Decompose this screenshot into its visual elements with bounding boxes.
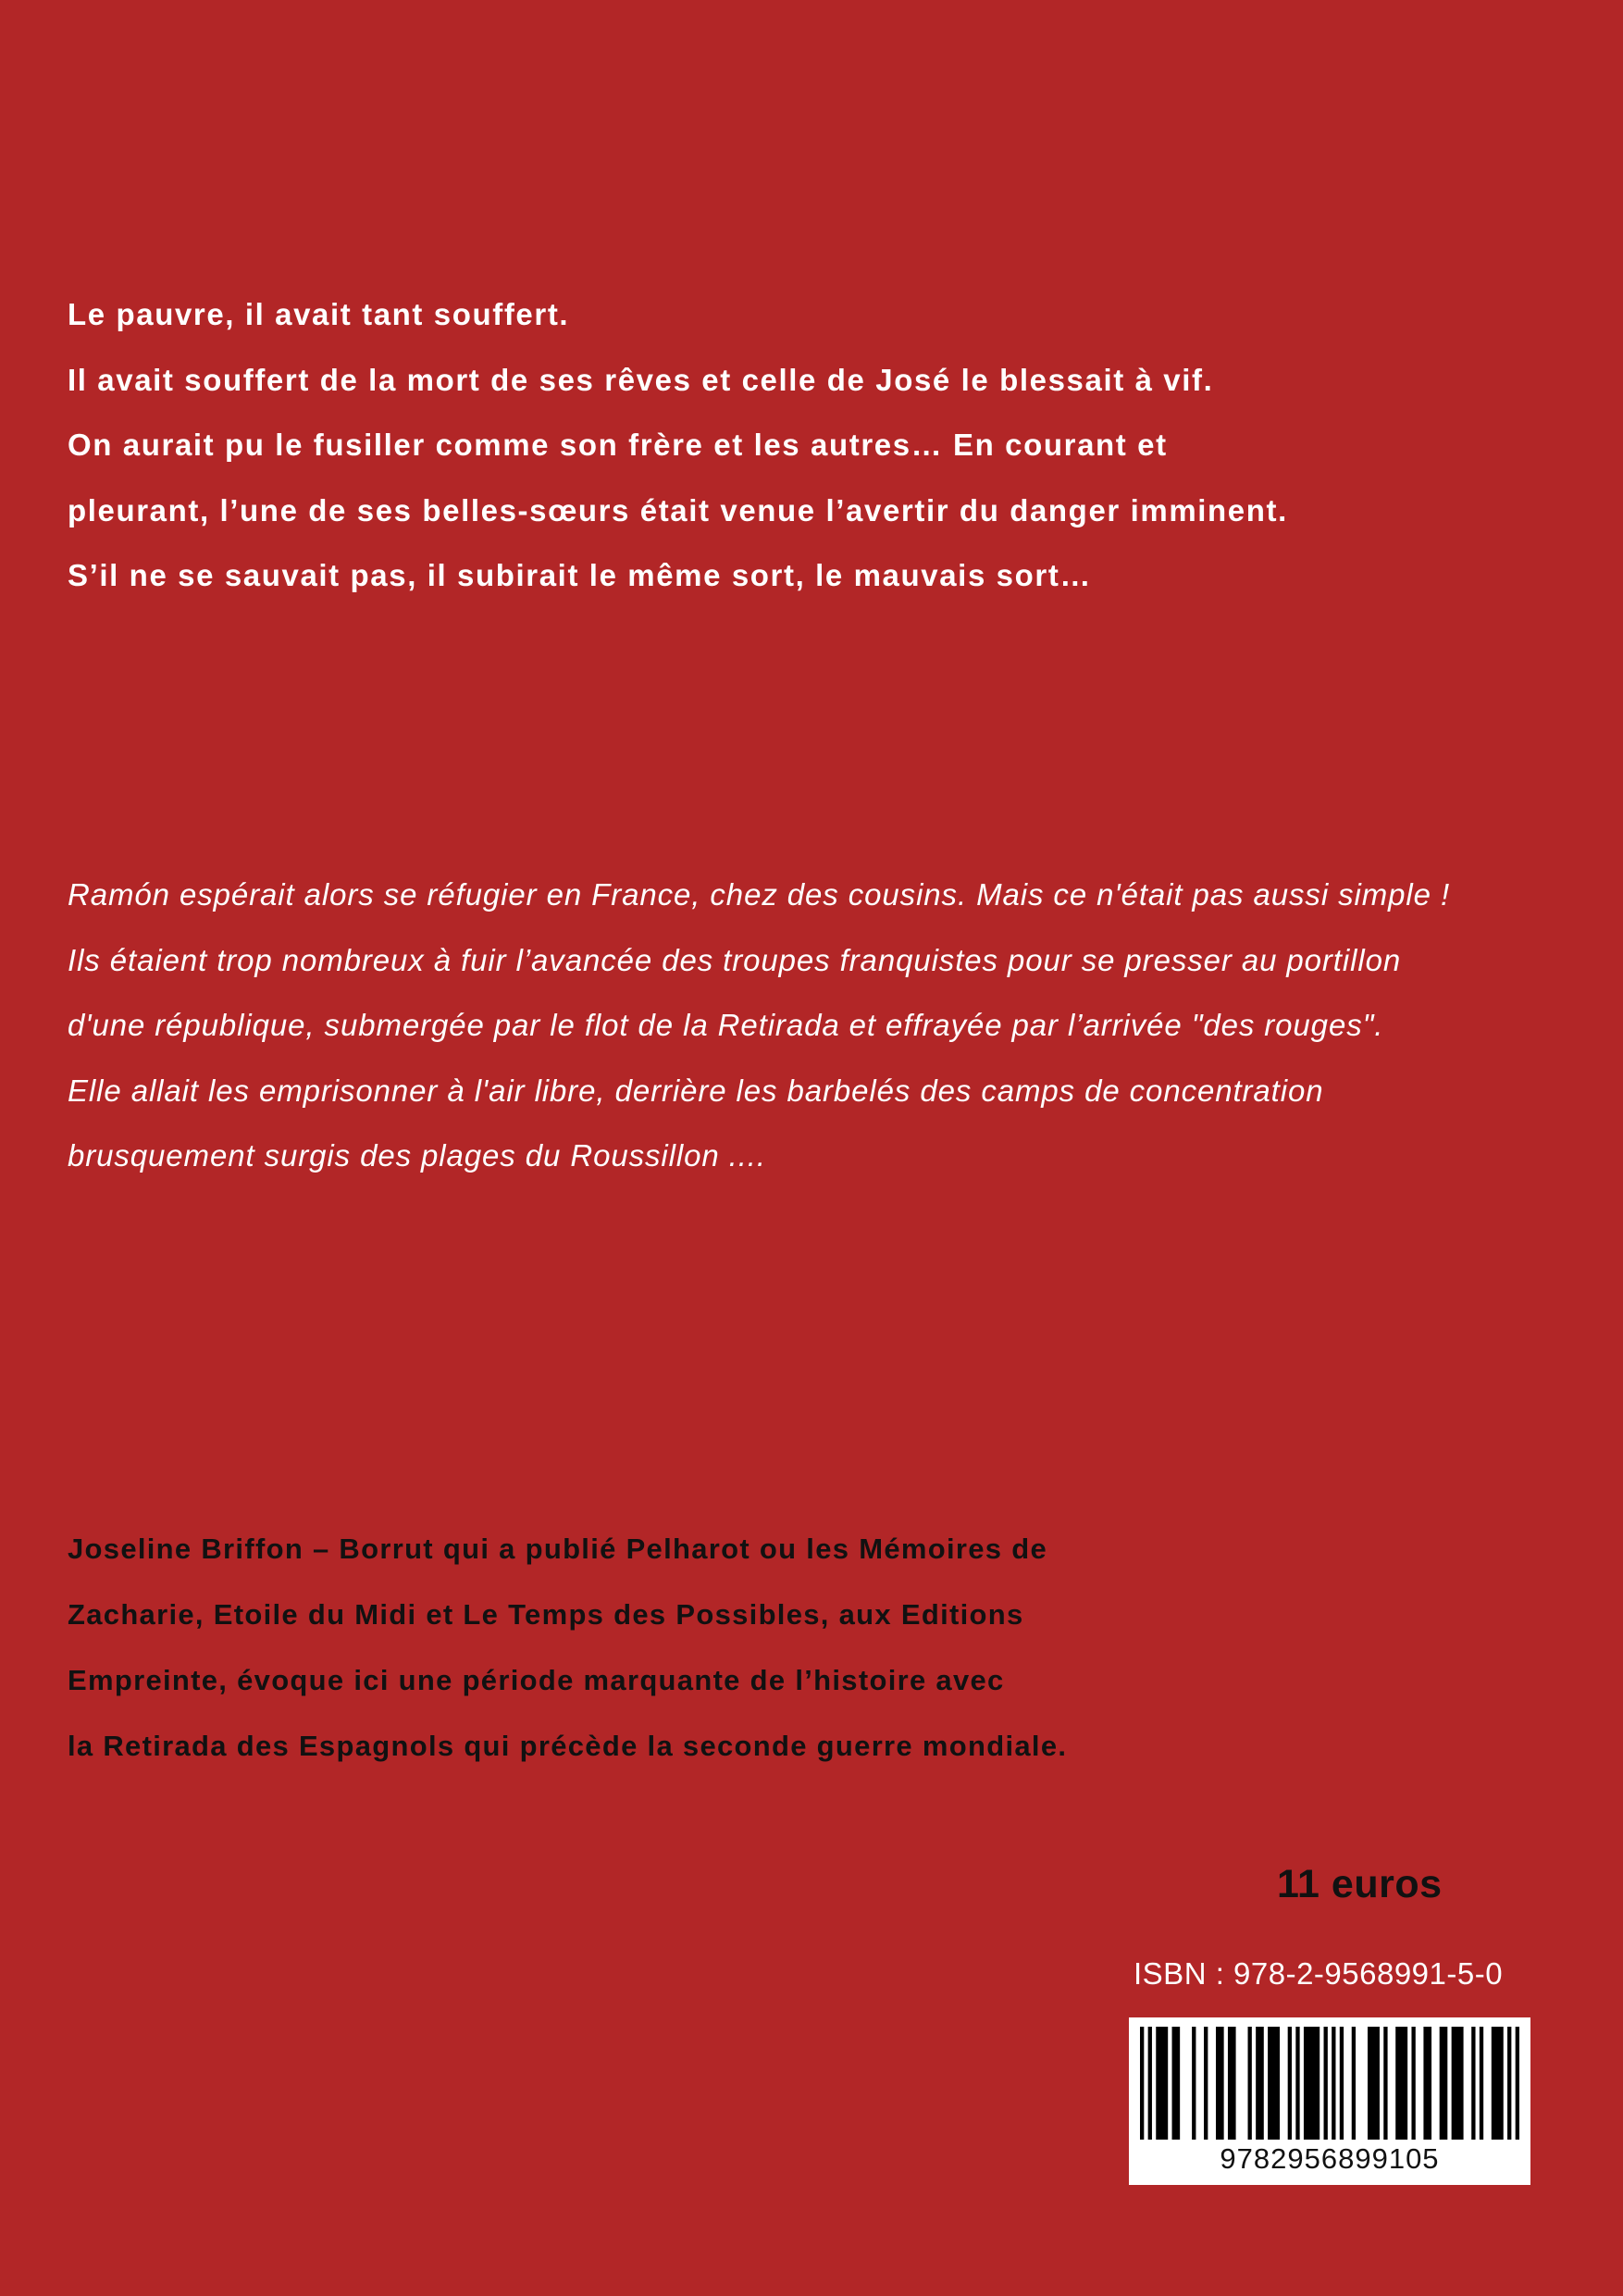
excerpt-block — [68, 282, 1288, 609]
excerpt-line: Il avait souffert de la mort de ses rêves et celle de José le blessait à vif. — [68, 362, 1214, 397]
barcode-bar — [1440, 2027, 1448, 2140]
barcode-bar — [1492, 2027, 1504, 2140]
barcode-bar — [1471, 2027, 1475, 2140]
excerpt-line: Le pauvre, il avait tant souffert. — [68, 297, 570, 331]
barcode-bars — [1140, 2027, 1519, 2140]
barcode-bar — [1192, 2027, 1196, 2140]
barcode-bar — [1140, 2027, 1144, 2140]
barcode-bar — [1204, 2027, 1208, 2140]
barcode-bar — [1304, 2027, 1319, 2140]
barcode-bar — [1216, 2027, 1224, 2140]
barcode-bar — [1268, 2027, 1280, 2140]
summary-line: brusquement surgis des plages du Roussillon .... — [68, 1138, 766, 1173]
barcode-bar — [1288, 2027, 1292, 2140]
summary-line: Elle allait les emprisonner à l'air libre, derrière les barbelés des camps de concentration — [68, 1073, 1324, 1108]
barcode-bar — [1480, 2027, 1483, 2140]
summary-line: d'une république, submergée par le flot de la Retirada et effrayée par l’arrivée "des rouges". — [68, 1008, 1384, 1042]
barcode-bar — [1395, 2027, 1407, 2140]
author-bio-line: la Retirada des Espagnols qui précède la seconde guerre mondiale. — [68, 1730, 1068, 1762]
barcode-number: 9782956899105 — [1220, 2142, 1440, 2175]
barcode-bar — [1156, 2027, 1168, 2140]
barcode-bar — [1507, 2027, 1511, 2140]
barcode-bar — [1332, 2027, 1335, 2140]
author-bio-line: Zacharie, Etoile du Midi et Le Temps des Possibles, aux Editions — [68, 1598, 1024, 1631]
barcode-bar — [1324, 2027, 1328, 2140]
author-bio-line: Empreinte, évoque ici une période marquante de l’histoire avec — [68, 1664, 1005, 1696]
excerpt-line: On aurait pu le fusiller comme son frère et les autres… En courant et — [68, 428, 1168, 462]
price-label: 11 euros — [1277, 1862, 1443, 1906]
summary-line: Ils étaient trop nombreux à fuir l’avancée des troupes franquistes pour se presser au portillon — [68, 942, 1402, 977]
barcode-bar — [1172, 2027, 1181, 2140]
barcode-bar — [1256, 2027, 1264, 2140]
barcode-bar — [1423, 2027, 1431, 2140]
summary-line: Ramón espérait alors se réfugier en France, chez des cousins. Mais ce n'était pas aussi simple ! — [68, 877, 1451, 912]
barcode-bar — [1228, 2027, 1236, 2140]
summary-block — [68, 863, 1450, 1189]
barcode — [1129, 2017, 1530, 2185]
barcode-bar — [1411, 2027, 1415, 2140]
barcode-bar — [1148, 2027, 1152, 2140]
excerpt-line: pleurant, l’une de ses belles-sœurs était venue l’avertir du danger imminent. — [68, 492, 1288, 527]
barcode-bar — [1340, 2027, 1344, 2140]
barcode-bar — [1295, 2027, 1299, 2140]
author-bio-line: Joseline Briffon – Borrut qui a publié Pelharot ou les Mémoires de — [68, 1533, 1048, 1565]
isbn-label: ISBN : 978-2-9568991-5-0 — [1134, 1956, 1504, 1991]
barcode-bar — [1452, 2027, 1464, 2140]
barcode-bar — [1248, 2027, 1252, 2140]
barcode-bar — [1352, 2027, 1356, 2140]
excerpt-line: S’il ne se sauvait pas, il subirait le même sort, le mauvais sort… — [68, 558, 1093, 592]
barcode-bar — [1383, 2027, 1387, 2140]
author-bio-block — [68, 1516, 1067, 1779]
barcode-bar — [1368, 2027, 1380, 2140]
barcode-bar — [1516, 2027, 1519, 2140]
